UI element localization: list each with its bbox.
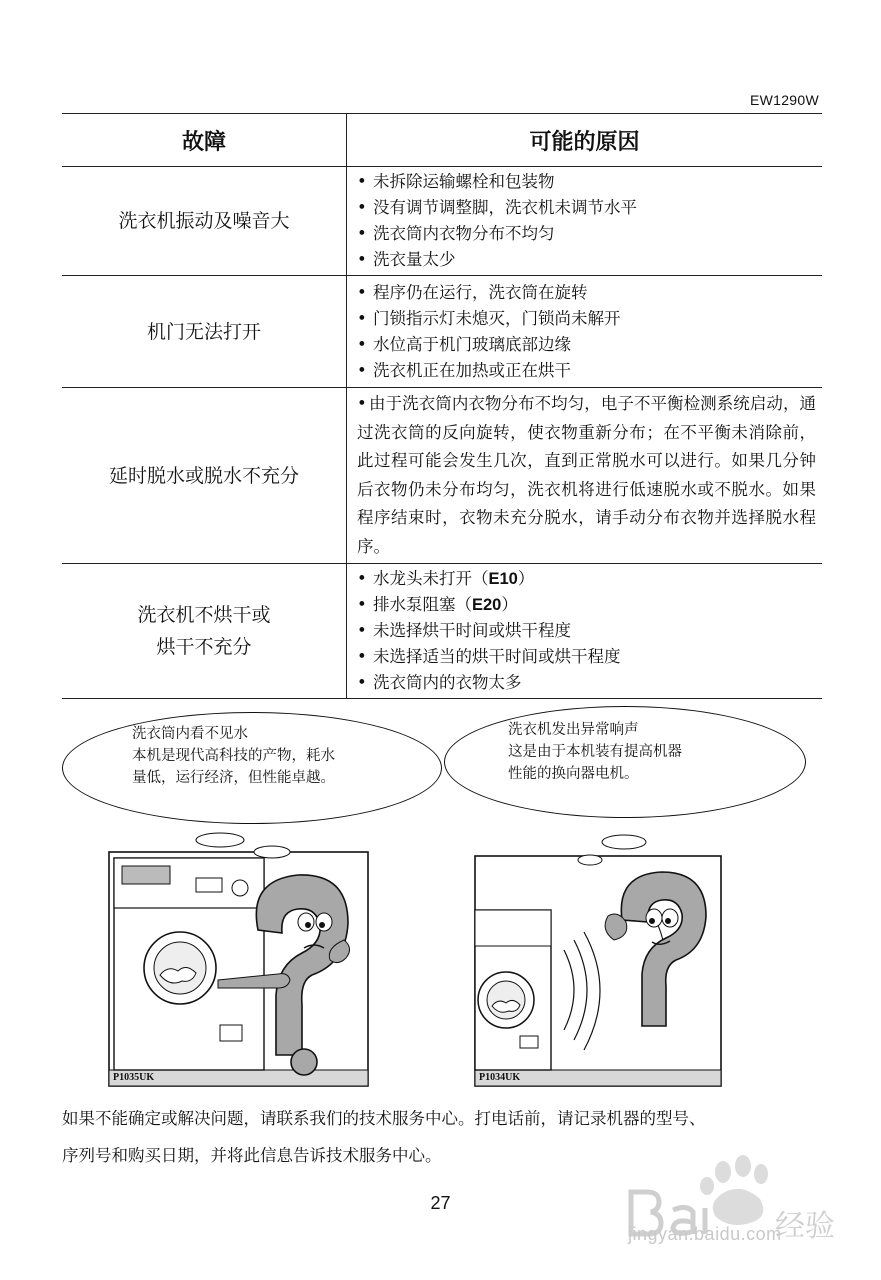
illustration-washer-no-water: [108, 830, 370, 1088]
bullet-icon: •: [357, 308, 367, 328]
svg-text:经验: 经验: [775, 1209, 835, 1244]
cause-text: 洗衣量太少: [373, 250, 456, 269]
table-row: [62, 564, 822, 699]
cause-list: [347, 167, 823, 276]
illustration-tag: P1034UK: [479, 1072, 521, 1083]
bullet-icon: •: [357, 282, 367, 302]
cause-list: [347, 276, 823, 388]
bullet-icon: •: [357, 360, 367, 380]
cause-text: 未选择烘干时间或烘干程度: [373, 621, 571, 640]
bullet-icon: •: [357, 172, 367, 191]
cause-paragraph-cell: [347, 388, 823, 564]
bullet-icon: •: [357, 394, 367, 413]
bullet-icon: •: [357, 621, 367, 640]
page-number: 27: [430, 1193, 451, 1213]
table-row: [62, 388, 822, 564]
table-row: [62, 276, 822, 388]
cause-text: 洗衣筒内衣物分布不均匀: [373, 224, 555, 243]
error-code: E10: [488, 570, 518, 588]
fault-label: 延时脱水或脱水不充分: [62, 388, 347, 564]
bullet-icon: •: [357, 595, 367, 614]
bullet-icon: •: [357, 198, 367, 217]
cause-text: 水位高于机门玻璃底部边缘: [373, 334, 571, 354]
bullet-icon: •: [357, 250, 367, 269]
cause-text: 未拆除运输螺栓和包装物: [373, 172, 555, 191]
bullet-icon: •: [357, 647, 367, 666]
header-cause: 可能的原因: [347, 114, 823, 167]
cause-text: 没有调节调整脚，洗衣机未调节水平: [373, 198, 637, 217]
bullet-icon: •: [357, 569, 367, 588]
bubble-right-text: 洗衣机发出异常响声 这是由于本机装有提高机器 性能的换向器电机。: [508, 722, 682, 782]
illustration-washer-noise: [474, 830, 722, 1088]
cause-text: 门锁指示灯未熄灭，门锁尚未解开: [373, 308, 621, 328]
bullet-icon: •: [357, 334, 367, 354]
fault-label-line: 洗衣机不烘干或: [137, 604, 271, 626]
bullet-icon: •: [357, 673, 367, 692]
fault-label: 机门无法打开: [62, 276, 347, 388]
table-row: [62, 167, 822, 276]
cause-paragraph: 由于洗衣筒内衣物分布不均匀，电子不平衡检测系统启动，通过洗衣筒的反向旋转，使衣物重新分布；在不平衡未消除前，此过程可能会发生几次，直到正常脱水可以进行。如果几分钟后衣物仍未分布均匀，洗衣机将进行低速脱水或不脱水。如果程序结束时，衣物未充分脱水，请手动分布衣物并选择脱水程序。: [357, 394, 816, 556]
cause-text: 程序仍在运行，洗衣筒在旋转: [373, 282, 588, 302]
bullet-icon: •: [357, 224, 367, 243]
error-code: E20: [472, 596, 502, 614]
illustration-tag: P1035UK: [113, 1072, 155, 1083]
watermark-url: jingyan.baidu.com: [628, 1224, 782, 1244]
cause-list: [347, 564, 823, 699]
cause-text: 水龙头未打开（: [373, 569, 489, 588]
contact-notice: 如果不能确定或解决问题，请联系我们的技术服务中心。打电话前，请记录机器的型号、 序列号和购买日期，并将此信息告诉技术服务中心。: [62, 1109, 706, 1165]
cause-text: ）: [517, 569, 535, 588]
fault-label: 洗衣机振动及噪音大: [62, 167, 347, 276]
cause-text: 未选择适当的烘干时间或烘干程度: [373, 647, 621, 666]
bubble-left-text: 洗衣筒内看不见水 本机是现代高科技的产物，耗水 量低，运行经济，但性能卓越。: [132, 726, 335, 786]
cause-text: 洗衣机正在加热或正在烘干: [373, 360, 571, 380]
cause-text: ）: [501, 595, 518, 614]
model-number: EW1290W: [749, 92, 819, 108]
header-fault: 故障: [62, 114, 347, 167]
fault-label: [62, 564, 347, 699]
cause-text: 洗衣筒内的衣物太多: [373, 673, 522, 692]
troubleshooting-table: [62, 113, 822, 699]
fault-label-line: 烘干不充分: [156, 636, 252, 658]
table-header-row: [62, 114, 822, 167]
cause-text: 排水泵阻塞（: [373, 595, 472, 614]
